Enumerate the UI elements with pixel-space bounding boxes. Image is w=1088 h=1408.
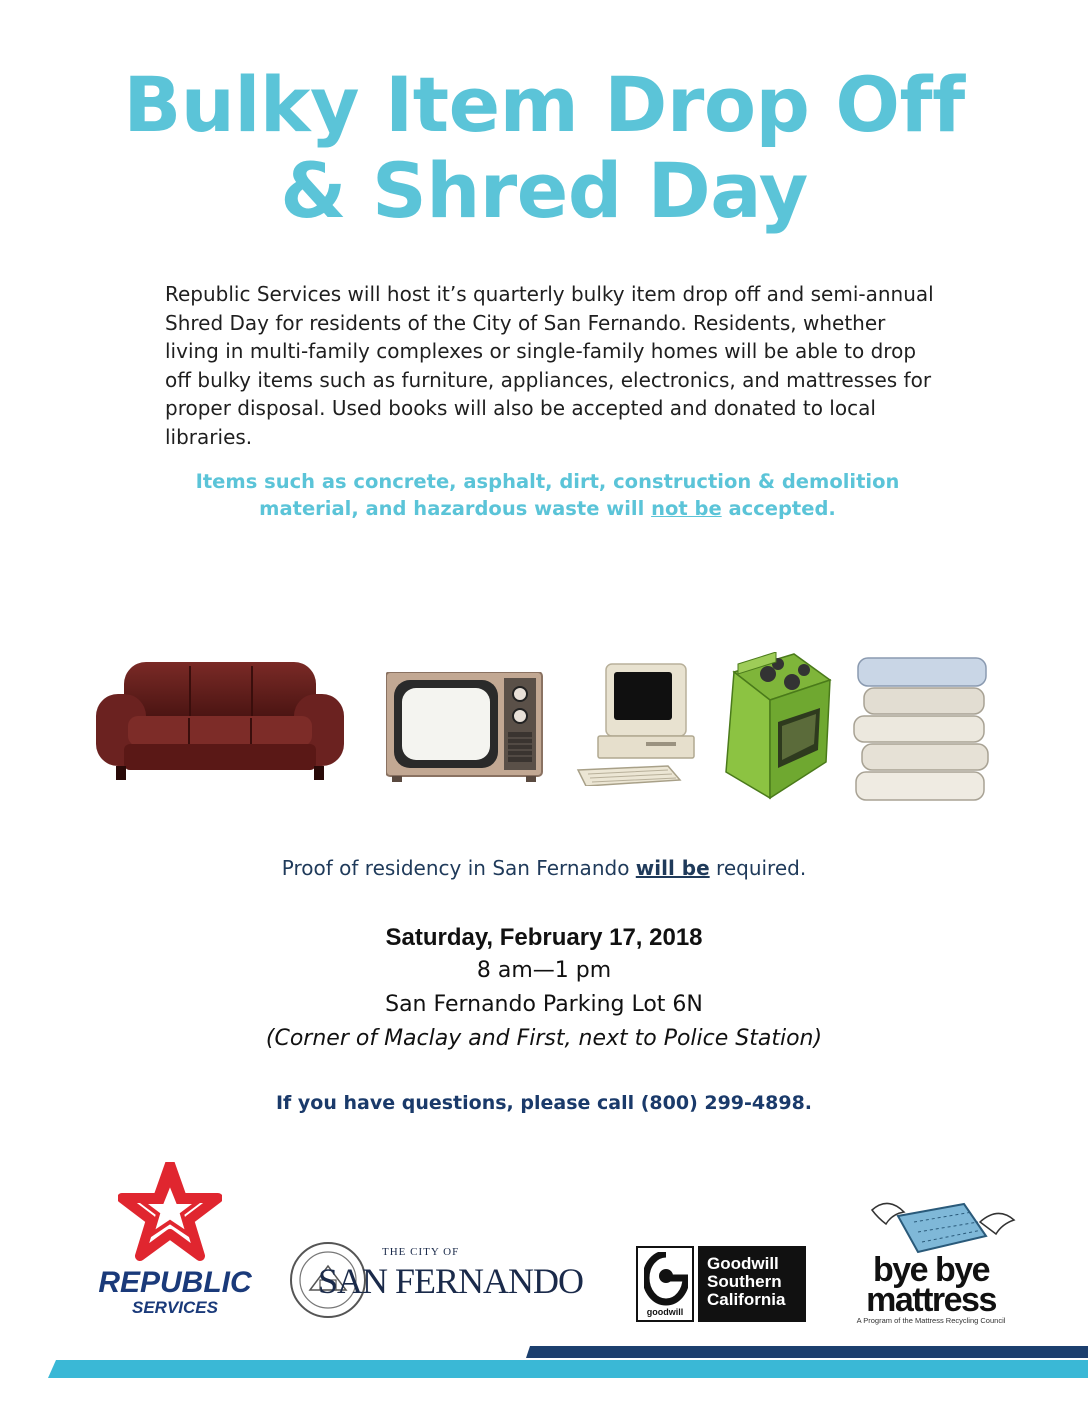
republic-services-logo <box>80 1160 270 1325</box>
event-location: San Fernando Parking Lot 6N <box>385 992 703 1017</box>
stove-image <box>720 652 832 800</box>
page-title <box>0 62 1088 234</box>
goodwill-line-2: Southern <box>707 1272 782 1291</box>
city-small-text: THE CITY OF <box>382 1246 460 1258</box>
computer-image <box>576 662 700 786</box>
event-date: Saturday, February 17, 2018 <box>385 924 703 951</box>
mattress-stack-image <box>852 656 990 802</box>
event-time: 8 am—1 pm <box>476 958 612 983</box>
bye-bye-mattress-logo <box>836 1196 1026 1326</box>
event-location-note: (Corner of Maclay and First, next to Police Station) <box>265 1026 823 1051</box>
residency-text: Proof of residency in San Fernando <box>281 856 636 880</box>
exclusions-emphasis: not be <box>651 497 722 520</box>
byebye-line-1: bye bye <box>872 1251 990 1289</box>
title-line-1: Bulky Item Drop Off <box>123 60 965 149</box>
goodwill-small-text: goodwill <box>646 1307 684 1317</box>
goodwill-line-1: Goodwill <box>707 1254 779 1273</box>
goodwill-logo <box>636 1246 806 1322</box>
san-fernando-logo <box>288 1240 584 1322</box>
republic-logo-text <box>80 1268 270 1318</box>
accepted-items-row <box>0 648 1088 808</box>
residency-emphasis: will be <box>635 856 710 880</box>
goodwill-g-icon <box>644 1252 688 1306</box>
residency-end: required. <box>709 856 807 880</box>
winged-mattress-icon <box>868 1196 1018 1256</box>
city-name: SAN FERNANDO <box>318 1261 584 1301</box>
byebye-tagline: A Program of the Mattress Recycling Council <box>856 1316 1006 1325</box>
television-image <box>386 672 546 784</box>
republic-star-icon <box>118 1162 222 1262</box>
intro-paragraph: Republic Services will host it’s quarterly bulky item drop off and semi-annual Shred Day for residents of the City of San Fernando. Residents, whether living in multi-family complexes or single-family homes will be able to drop off bulky items such as furniture, appliances, electronics, and mattresses for proper disposal. Used books will also be accepted and donated to local libraries. <box>165 282 934 449</box>
exclusions-notice <box>150 468 945 522</box>
sofa-image <box>94 656 346 782</box>
footer-stripe <box>0 1346 1088 1382</box>
goodwill-g-badge <box>636 1246 694 1322</box>
exclusions-text: Items such as concrete, asphalt, dirt, construction & demolition material, and hazardous waste will <box>195 470 900 520</box>
sponsor-logos <box>0 1160 1088 1340</box>
contact-line: If you have questions, please call (800) 299-4898. <box>275 1092 813 1114</box>
byebye-line-2: mattress <box>866 1281 996 1319</box>
goodwill-text-block <box>698 1246 806 1322</box>
exclusions-end: accepted. <box>721 497 836 520</box>
event-details <box>0 922 1088 1056</box>
republic-name: REPUBLIC <box>98 1266 252 1299</box>
republic-subname: SERVICES <box>132 1298 218 1317</box>
goodwill-line-3: California <box>707 1290 786 1309</box>
title-line-2: & Shred Day <box>280 146 808 235</box>
residency-notice <box>0 856 1088 880</box>
